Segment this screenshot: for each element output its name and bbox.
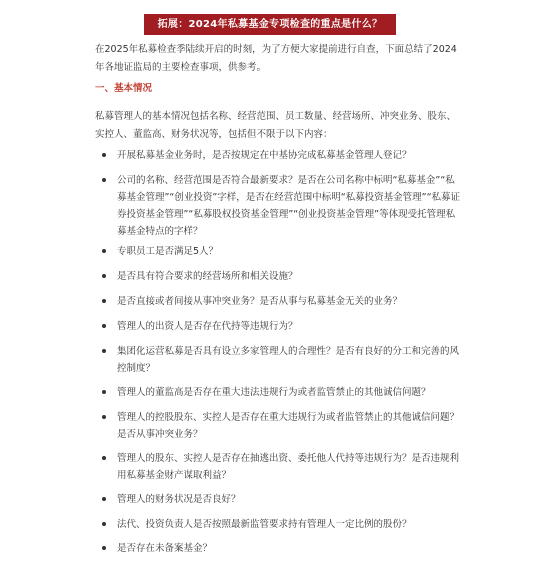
title-banner <box>0 12 540 35</box>
bullet-icon <box>102 522 106 526</box>
list-item: 开展私募基金业务时，是否按规定在中基协完成私募基金管理人登记？ <box>102 147 462 164</box>
bullet-icon <box>102 249 106 253</box>
bullet-icon <box>102 349 106 353</box>
intro-paragraph: 在2025年私募检查季陆续开启的时刻，为了方便大家提前进行自查，下面总结了2024年各地证监局的主要检查事项，供参考。 <box>95 44 457 73</box>
list-item: 管理人的出资人是否存在代持等违规行为？ <box>102 318 462 335</box>
bullet-icon <box>102 456 106 460</box>
section-paragraph: 私募管理人的基本情况包括名称、经营范围、员工数量、经营场所、冲突业务、股东、实控人、董监高、财务状况等，包括但不限于以下内容： <box>95 111 457 140</box>
bullet-icon <box>102 299 106 303</box>
bullet-icon <box>102 546 106 550</box>
list-item: 是否存在未备案基金？ <box>102 540 462 557</box>
list-item: 管理人的财务状况是否良好？ <box>102 491 462 508</box>
list-item: 是否直接或者间接从事冲突业务？是否从事与私募基金无关的业务？ <box>102 293 462 310</box>
list-item: 是否具有符合要求的经营场所和相关设施？ <box>102 268 462 285</box>
list-item: 法代、投资负责人是否按照最新监管要求持有管理人一定比例的股份？ <box>102 516 462 533</box>
list-item: 管理人的董监高是否存在重大违法违规行为或者监管禁止的其他诚信问题？ <box>102 384 462 401</box>
bullet-icon <box>102 178 106 182</box>
bullet-icon <box>102 324 106 328</box>
bullet-icon <box>102 415 106 419</box>
list-item: 专职员工是否满足5人？ <box>102 243 462 260</box>
section-heading: 一、基本情况 <box>95 83 153 94</box>
bullet-icon <box>102 153 106 157</box>
list-item: 管理人的股东、实控人是否存在抽逃出资、委托他人代持等违规行为？是否违规利用私募基金财产谋取利益？ <box>102 450 462 484</box>
list-item: 管理人的控股股东、实控人是否存在重大违规行为或者监管禁止的其他诚信问题？是否从事冲突业务？ <box>102 409 462 443</box>
bullet-icon <box>102 497 106 501</box>
list-item: 公司的名称、经营范围是否符合最新要求？是否在公司名称中标明“私募基金”“私募基金管理”“创业投资”字样，是否在经营范围中标明“私募投资基金管理”“私募证券投资基金管理”“私募股权投资基金管理”“创业投资基金管理”等体现受托管理私募基金特点的字样？ <box>102 172 462 240</box>
bullet-icon <box>102 274 106 278</box>
bullet-icon <box>102 390 106 394</box>
article-title: 拓展：2024年私募基金专项检查的重点是什么？ <box>144 14 397 35</box>
list-item: 集团化运营私募是否具有设立多家管理人的合理性？是否有良好的分工和完善的风控制度？ <box>102 343 462 377</box>
